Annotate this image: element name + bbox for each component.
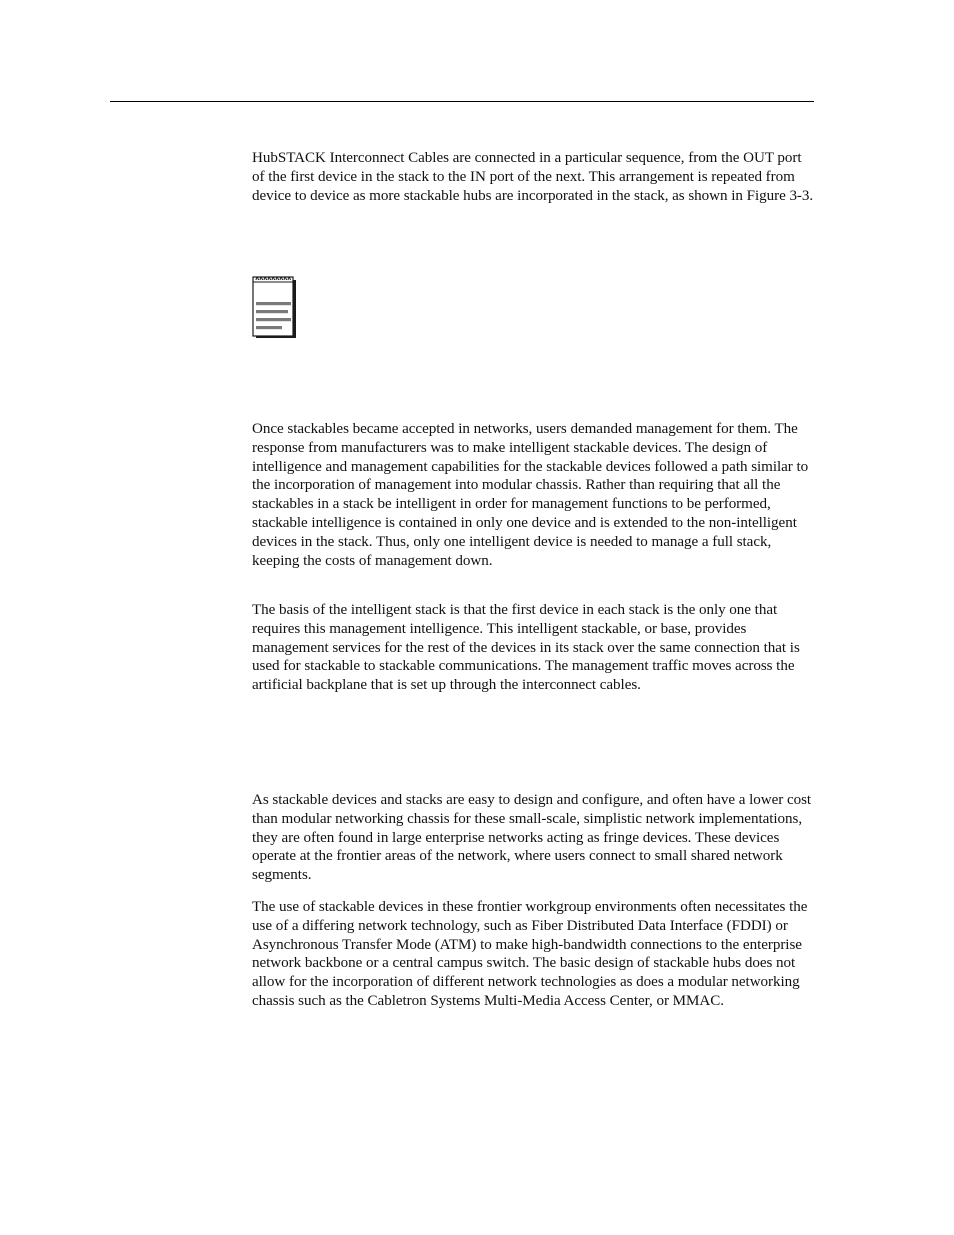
- paragraph-intelligent-stack-basis: The basis of the intelligent stack is that the first device in each stack is the only one that requires this management intelligence. This intelligent stackable, or base, provides management services for the rest of the devices in its stack over the same connection that is used for stackable to stackable communications. The management traffic moves across the artificial backplane that is set up through the interconnect cables.: [252, 602, 800, 694]
- paragraph-frontier-workgroups: The use of stackable devices in these frontier workgroup environments often necessitates the use of a differing network technology, such as Fiber Distributed Data Interface (FDDI) or Asynchronous Transfer Mode (ATM) to make high-bandwidth connections to the enterprise network backbone or a central campus switch. The basic design of stackable hubs does not allow for the incorporation of different network technologies as does a modular networking chassis such as the Cabletron Systems Multi-Media Access Center, or MMAC.: [252, 899, 808, 1009]
- notepad-icon: [252, 273, 298, 339]
- paragraph-intelligent-stackables: Once stackables became accepted in networks, users demanded management for them. The response from manufacturers was to make intelligent stackable devices. The design of intelligence and management capabilities for the stackable devices followed a path similar to the incorporation of management into modular chassis. Rather than requiring that all the stackables in a stack be intelligent in order for management functions to be performed, stackable intelligence is contained in only one device and is extended to the non-intelligent devices in the stack. Thus, only one intelligent device is needed to manage a full stack, keeping the costs of management down.: [252, 421, 809, 569]
- paragraph-fringe-devices: As stackable devices and stacks are easy to design and configure, and often have a lower cost than modular networking chassis for these small-scale, simplistic network implementations, they are often found in large enterprise networks acting as fringe devices. These devices operate at the frontier areas of the network, where users connect to small shared network segments.: [252, 792, 812, 884]
- header-rule: [110, 101, 814, 102]
- paragraph-hubstack-cables: HubSTACK Interconnect Cables are connected in a particular sequence, from the OUT port of the first device in the stack to the IN port of the next. This arrangement is repeated from device to device as more stackable hubs are incorporated in the stack, as shown in Figure 3-3.: [252, 150, 814, 204]
